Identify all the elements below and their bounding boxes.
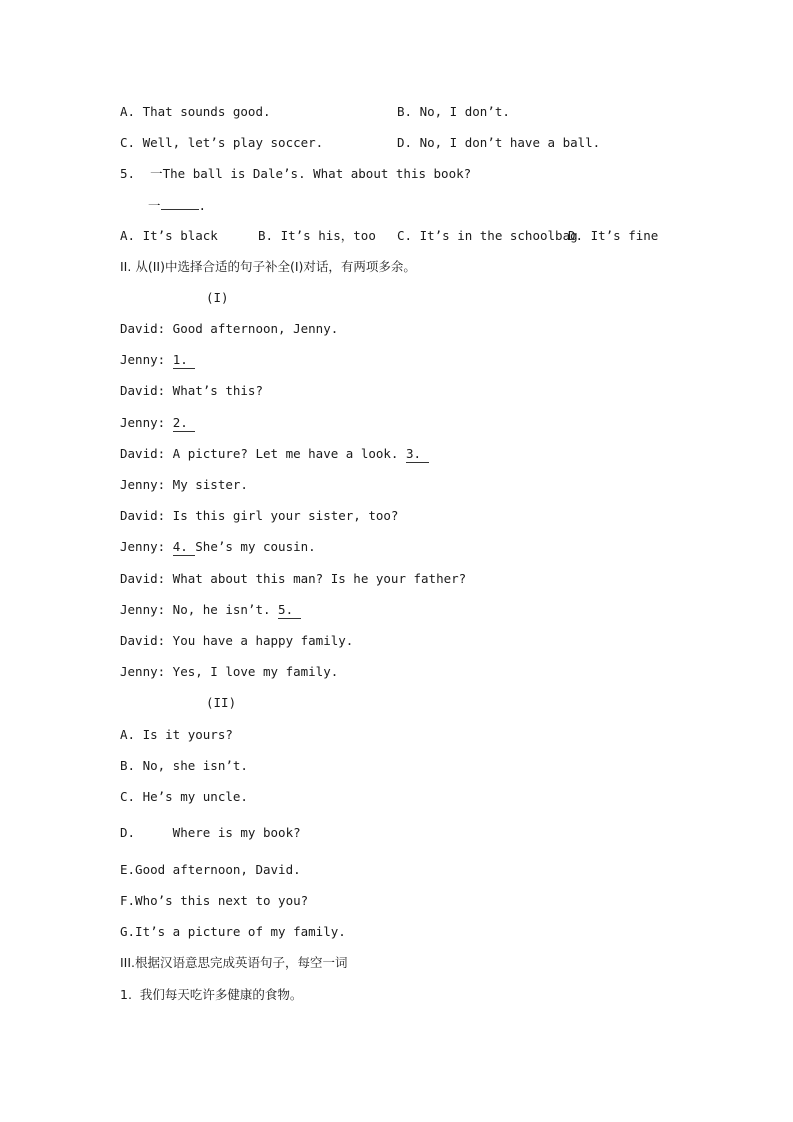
answer-blank-5: 5. xyxy=(278,602,301,617)
section2-heading: II. 从(II)中选择合适的句子补全(I)对话，有两项多余。 xyxy=(120,259,416,274)
q4-option-b: B. No, I don’t. xyxy=(397,104,510,119)
choice-b: B. No, she isn’t. xyxy=(120,758,248,773)
dialog-line-12: Jenny: Yes, I love my family. xyxy=(120,664,339,679)
answer-blank-3: 3. xyxy=(405,446,429,461)
dialog-line-7: David: Is this girl your sister, too? xyxy=(120,508,399,523)
answer-blank-2: 2. xyxy=(172,415,196,430)
q4-option-d: D. No, I don’t have a ball. xyxy=(397,135,601,150)
dialog-line-8 xyxy=(120,541,316,556)
section3-heading: III.根据汉语意思完成英语句子，每空一词 xyxy=(120,955,348,970)
dialog-line-2 xyxy=(120,354,195,369)
q5-option-c: C. It’s in the schoolbag xyxy=(397,228,578,243)
dialog-line-10-text: Jenny: No, he isn’t. xyxy=(120,602,279,617)
choice-d: D. Where is my book? xyxy=(120,825,301,840)
dialog-line-6: Jenny: My sister. xyxy=(120,477,248,492)
q5-option-d: D. It’s fine xyxy=(568,228,659,243)
choice-a: A. Is it yours? xyxy=(120,727,233,742)
dialog-line-5 xyxy=(120,448,429,463)
dialog-line-1: David: Good afternoon, Jenny. xyxy=(120,321,339,336)
q5-answer-line xyxy=(148,199,206,213)
dialog-line-4 xyxy=(120,417,195,432)
choice-c: C. He’s my uncle. xyxy=(120,789,248,804)
dialog-line-9: David: What about this man? Is he your father? xyxy=(120,571,467,586)
q5-option-a: A. It’s black xyxy=(120,228,218,243)
dialog-line-8-text: Jenny: xyxy=(120,539,173,554)
choice-g: G.It’s a picture of my family. xyxy=(120,924,346,939)
dialog-line-8-after: She’s my cousin. xyxy=(195,539,316,554)
section2-part1-label: (I) xyxy=(206,290,229,305)
q4-option-a: A. That sounds good. xyxy=(120,104,271,119)
section3-item-1: 1. 我们每天吃许多健康的食物。 xyxy=(120,987,303,1002)
dialog-line-10 xyxy=(120,604,301,619)
q5-stem: 5. 一The ball is Dale’s. What about this book? xyxy=(120,166,472,181)
choice-e: E.Good afternoon, David. xyxy=(120,862,301,877)
choice-f: F.Who’s this next to you? xyxy=(120,893,309,908)
dialog-line-2-text: Jenny: xyxy=(120,352,173,367)
dialog-line-3: David: What’s this? xyxy=(120,383,263,398)
answer-blank-1: 1. xyxy=(172,352,196,367)
q5-answer-suffix: . xyxy=(198,198,207,213)
dialog-line-11: David: You have a happy family. xyxy=(120,633,354,648)
q5-option-b: B. It’s his，too xyxy=(258,228,376,243)
section2-part2-label: (II) xyxy=(206,695,237,710)
dialog-line-4-text: Jenny: xyxy=(120,415,173,430)
answer-blank-4: 4. xyxy=(172,539,196,554)
q4-option-c: C. Well, let’s play soccer. xyxy=(120,135,324,150)
dialog-line-5-text: David: A picture? Let me have a look. xyxy=(120,446,406,461)
q5-answer-prefix: 一 xyxy=(148,198,161,213)
q5-answer-blank xyxy=(161,199,199,210)
